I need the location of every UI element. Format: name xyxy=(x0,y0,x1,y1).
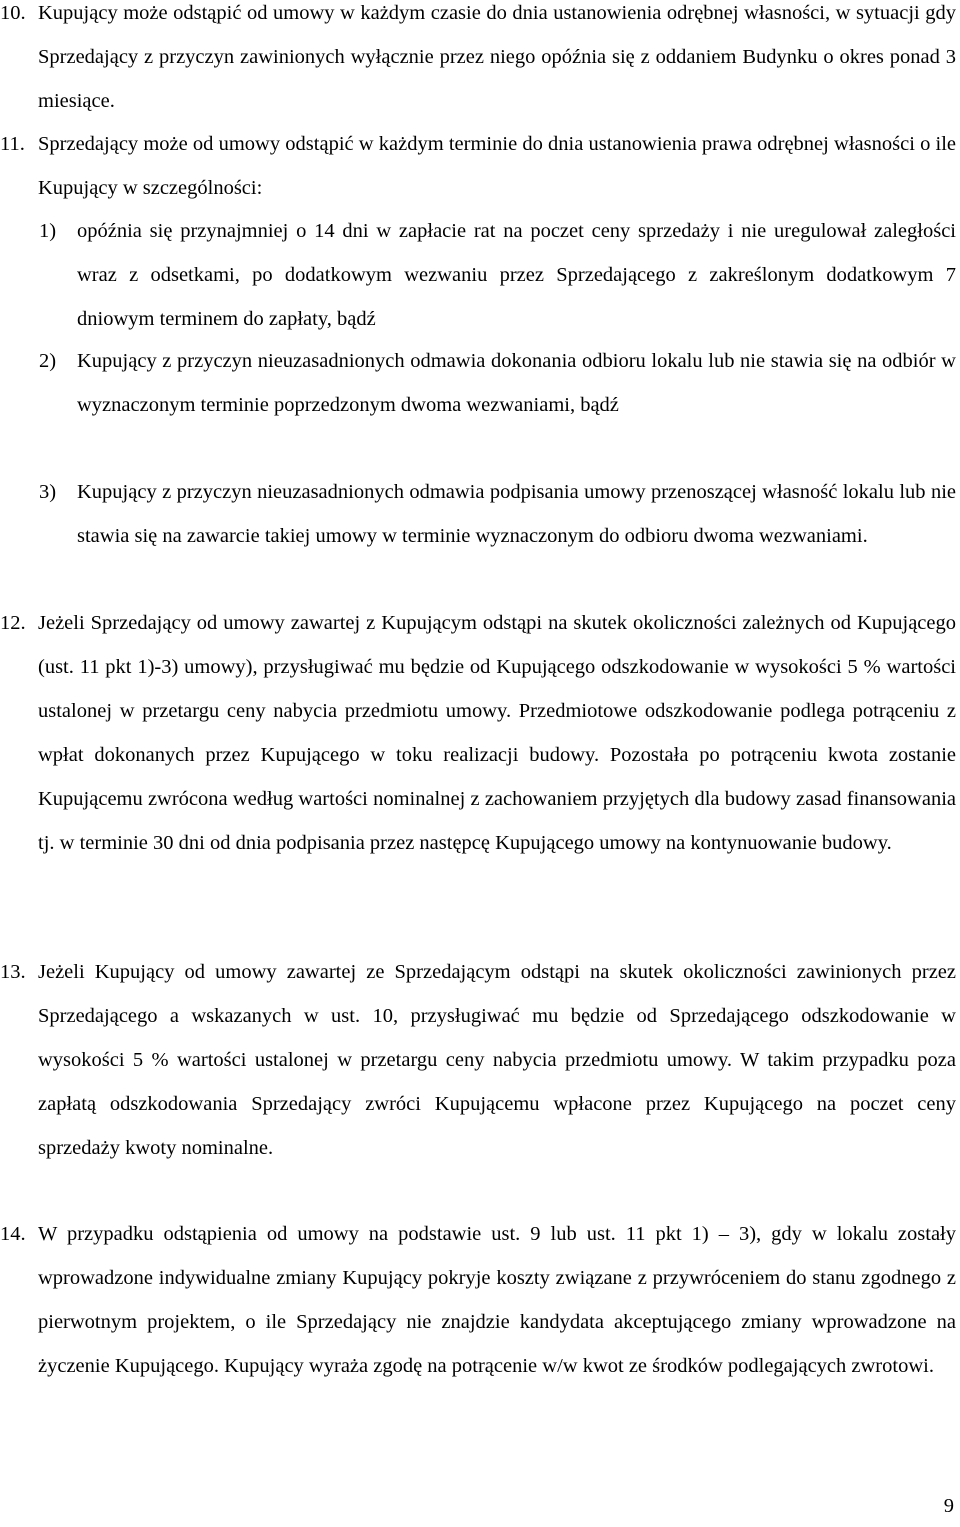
paragraph-number: 12. xyxy=(0,612,26,634)
paragraph-14 xyxy=(0,1212,956,1388)
paragraph-11-point-3 xyxy=(39,470,956,558)
paragraph-text: Sprzedający może od umowy odstąpić w każdym terminie do dnia ustanowienia prawa odrębnej własności o ile Kupujący w szczególności: xyxy=(38,133,956,199)
paragraph-text: W przypadku odstąpienia od umowy na podstawie ust. 9 lub ust. 11 pkt 1) – 3), gdy w lokalu zostały wprowadzone indywidualne zmiany Kupujący pokryje koszty związane z przywróceniem do stanu zgodnego z pierwotnym projektem, o ile Sprzedający nie znajdzie kandydata akceptującego zmiany wprowadzone na życzenie Kupującego. Kupujący wyraża zgodę na potrącenie w/w kwot ze środków podlegających zwrotowi. xyxy=(38,1223,956,1377)
paragraph-11-point-2 xyxy=(39,339,956,427)
point-text: opóźnia się przynajmniej o 14 dni w zapłacie rat na poczet ceny sprzedaży i nie uregulował zaległości wraz z odsetkami, po dodatkowym wezwaniu przez Sprzedającego z zakreślonym dodatkowym 7 dniowym terminem do zapłaty, bądź xyxy=(77,220,956,330)
paragraph-10 xyxy=(0,0,956,123)
point-number: 2) xyxy=(39,350,57,372)
paragraph-13 xyxy=(0,950,956,1170)
point-text: Kupujący z przyczyn nieuzasadnionych odmawia dokonania odbioru lokalu lub nie stawia się na odbiór w wyznaczonym terminie poprzedzonym dwoma wezwaniami, bądź xyxy=(77,350,956,416)
page-number: 9 xyxy=(943,1495,954,1517)
paragraph-11-point-1 xyxy=(39,209,956,341)
paragraph-number: 10. xyxy=(0,2,26,24)
paragraph-text: Kupujący może odstąpić od umowy w każdym czasie do dnia ustanowienia odrębnej własności, w sytuacji gdy Sprzedający z przyczyn zawinionych wyłącznie przez niego opóźnia się z oddaniem Budynku o okres ponad 3 miesiące. xyxy=(38,2,956,112)
point-number: 1) xyxy=(39,220,57,242)
point-number: 3) xyxy=(39,481,57,503)
paragraph-number: 14. xyxy=(0,1223,26,1245)
paragraph-12 xyxy=(0,601,956,865)
paragraph-number: 13. xyxy=(0,961,26,983)
paragraph-text: Jeżeli Sprzedający od umowy zawartej z Kupującym odstąpi na skutek okoliczności zależnych od Kupującego (ust. 11 pkt 1)-3) umowy), przysługiwać mu będzie od Kupującego odszkodowanie w wysokości 5 % wartości ustalonej w przetargu ceny nabycia przedmiotu umowy. Przedmiotowe odszkodowanie podlega potrąceniu z wpłat dokonanych przez Kupującego w toku realizacji budowy. Pozostała po potrąceniu kwota zostanie Kupującemu zwrócona według wartości nominalnej z zachowaniem przyjętych dla budowy zasad finansowania tj. w terminie 30 dni od dnia podpisania przez następcę Kupującego umowy na kontynuowanie budowy. xyxy=(38,612,956,854)
paragraph-number: 11. xyxy=(0,133,25,155)
paragraph-text: Jeżeli Kupujący od umowy zawartej ze Sprzedającym odstąpi na skutek okoliczności zawinionych przez Sprzedającego a wskazanych w ust. 10, przysługiwać mu będzie od Sprzedającego odszkodowanie w wysokości 5 % wartości ustalonej w przetargu ceny nabycia przedmiotu umowy. W takim przypadku poza zapłatą odszkodowania Sprzedający zwróci Kupującemu wpłacone przez Kupującego na poczet ceny sprzedaży kwoty nominalne. xyxy=(38,961,956,1159)
paragraph-11 xyxy=(0,122,956,210)
point-text: Kupujący z przyczyn nieuzasadnionych odmawia podpisania umowy przenoszącej własność lokalu lub nie stawia się na zawarcie takiej umowy w terminie wyznaczonym do odbioru dwoma wezwaniami. xyxy=(77,481,956,547)
